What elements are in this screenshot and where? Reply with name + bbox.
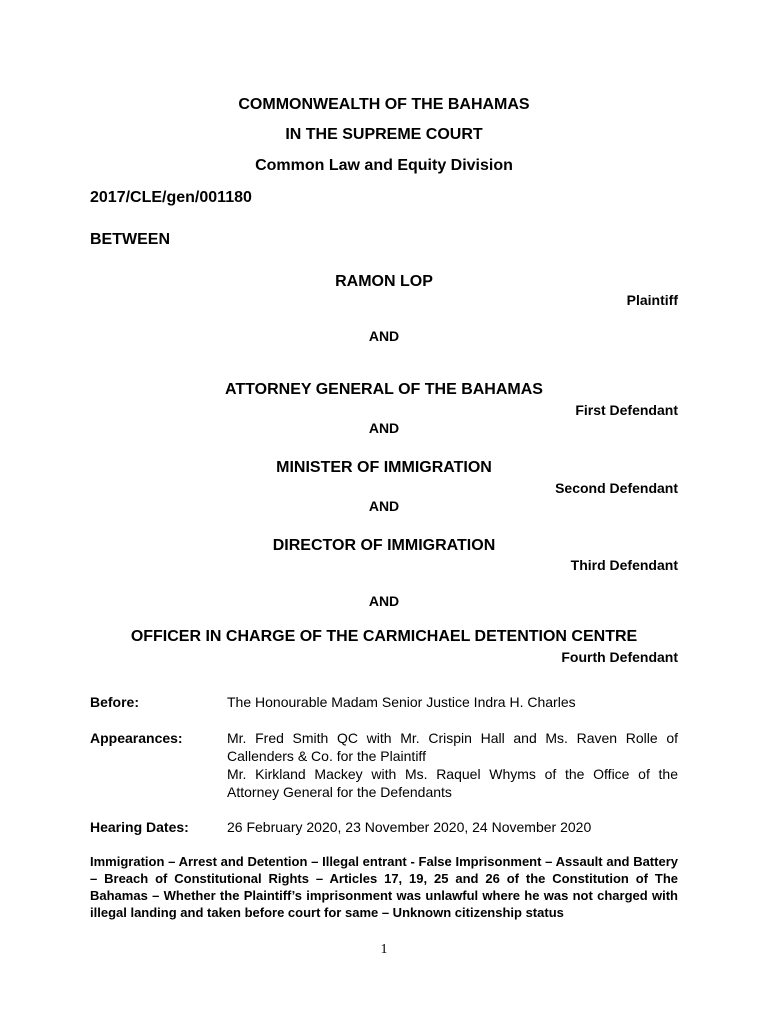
plaintiff-role: Plaintiff bbox=[626, 292, 678, 308]
fourth-defendant-name: OFFICER IN CHARGE OF THE CARMICHAEL DETENTION CENTRE bbox=[130, 628, 638, 645]
appearances-label: Appearances: bbox=[90, 730, 183, 746]
fourth-defendant-role: Fourth Defendant bbox=[561, 649, 678, 665]
case-number: 2017/CLE/gen/001180 bbox=[90, 189, 252, 206]
catchwords-summary: Immigration – Arrest and Detention – Illegal entrant - False Imprisonment – Assault and Battery – Breach of Constitutional Rights – Articles 17, 19, 25 and 26 of the Constitution of The Bahamas – Whether the Plaintiff’s imprisonment was unlawful where he was not charged with illegal landing and taken before court for same – Unknown citizenship status bbox=[90, 854, 678, 920]
and-separator: AND bbox=[368, 328, 400, 344]
court-name: IN THE SUPREME COURT bbox=[285, 126, 483, 143]
plaintiff-name: RAMON LOP bbox=[335, 273, 433, 290]
first-defendant-name: ATTORNEY GENERAL OF THE BAHAMAS bbox=[225, 381, 543, 398]
before-value: The Honourable Madam Senior Justice Indra H. Charles bbox=[227, 694, 576, 710]
and-separator: AND bbox=[368, 593, 400, 609]
court-division: Common Law and Equity Division bbox=[255, 157, 513, 174]
before-label: Before: bbox=[90, 694, 140, 710]
appearances-plaintiff: Mr. Fred Smith QC with Mr. Crispin Hall and Ms. Raven Rolle of Callenders & Co. for the Plaintiff bbox=[227, 730, 678, 764]
appearances-defendants: Mr. Kirkland Mackey with Ms. Raquel Whyms of the Office of the Attorney General for the Defendants bbox=[227, 766, 678, 800]
second-defendant-name: MINISTER OF IMMIGRATION bbox=[276, 459, 492, 476]
hearing-dates-value: 26 February 2020, 23 November 2020, 24 November 2020 bbox=[227, 819, 592, 835]
page-number: 1 bbox=[380, 942, 388, 957]
hearing-dates-label: Hearing Dates: bbox=[90, 819, 189, 835]
second-defendant-role: Second Defendant bbox=[555, 480, 678, 496]
between-label: BETWEEN bbox=[90, 231, 170, 248]
third-defendant-name: DIRECTOR OF IMMIGRATION bbox=[272, 537, 496, 554]
court-jurisdiction: COMMONWEALTH OF THE BAHAMAS bbox=[238, 96, 530, 113]
and-separator: AND bbox=[368, 498, 400, 514]
first-defendant-role: First Defendant bbox=[575, 402, 678, 418]
third-defendant-role: Third Defendant bbox=[570, 557, 678, 573]
and-separator: AND bbox=[368, 420, 400, 436]
